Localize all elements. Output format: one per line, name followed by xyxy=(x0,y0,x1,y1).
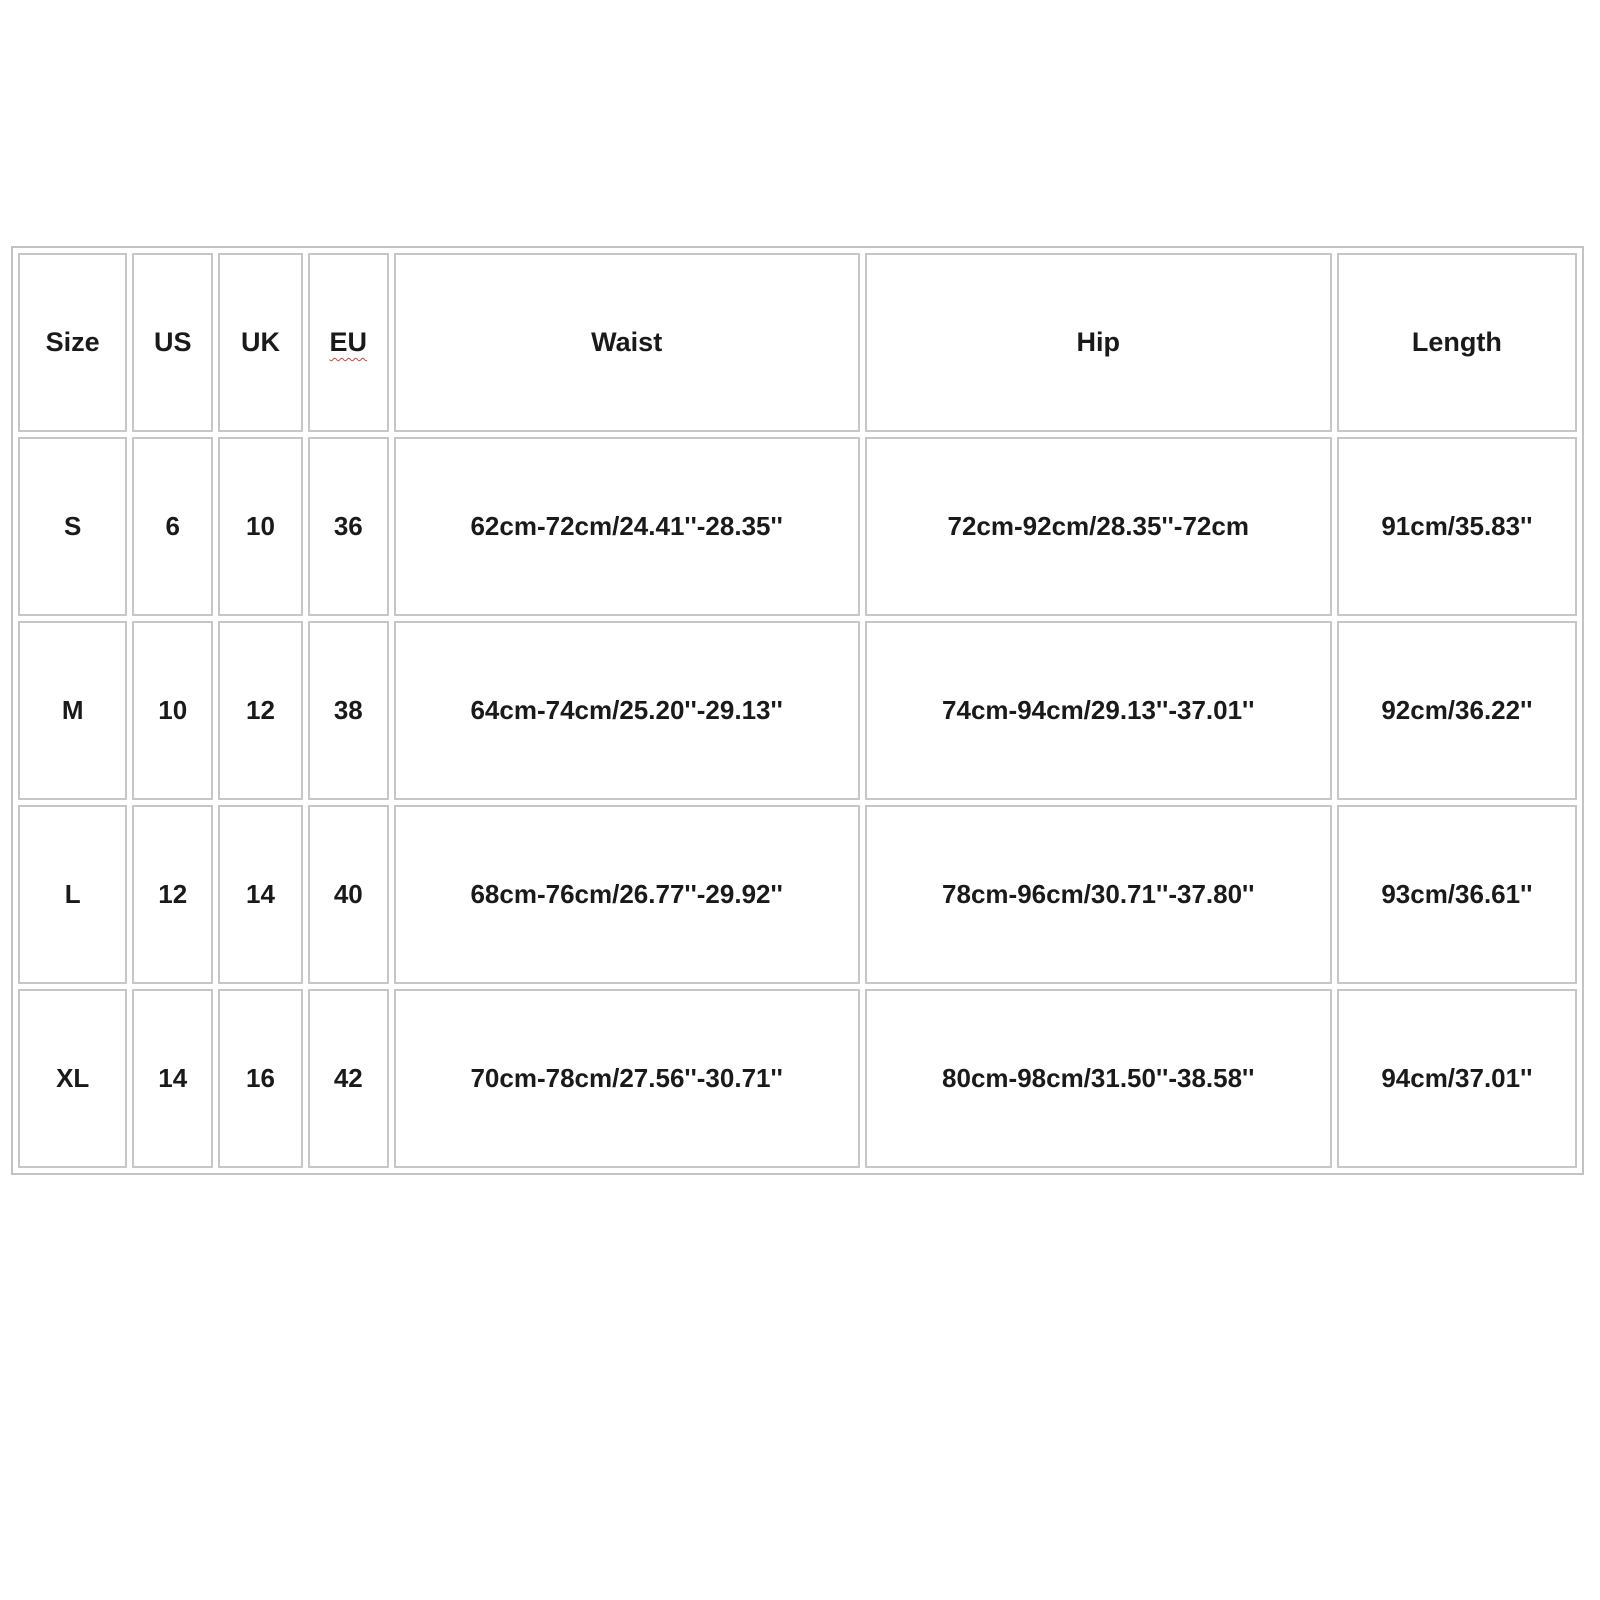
table-header-row xyxy=(18,253,1577,432)
table-row xyxy=(18,621,1577,800)
cell-length: 93cm/36.61'' xyxy=(1337,805,1577,984)
size-chart-table xyxy=(11,246,1584,1175)
cell-size: L xyxy=(18,805,127,984)
cell-eu: 36 xyxy=(308,437,389,616)
header-uk: UK xyxy=(218,253,303,432)
cell-eu: 42 xyxy=(308,989,389,1168)
cell-size: M xyxy=(18,621,127,800)
cell-waist: 62cm-72cm/24.41''-28.35'' xyxy=(394,437,860,616)
cell-length: 91cm/35.83'' xyxy=(1337,437,1577,616)
cell-hip: 78cm-96cm/30.71''-37.80'' xyxy=(865,805,1332,984)
cell-length: 92cm/36.22'' xyxy=(1337,621,1577,800)
cell-us: 10 xyxy=(132,621,213,800)
cell-size: S xyxy=(18,437,127,616)
cell-uk: 16 xyxy=(218,989,303,1168)
cell-eu: 38 xyxy=(308,621,389,800)
header-eu xyxy=(308,253,389,432)
header-waist: Waist xyxy=(394,253,860,432)
cell-hip: 80cm-98cm/31.50''-38.58'' xyxy=(865,989,1332,1168)
cell-uk: 10 xyxy=(218,437,303,616)
cell-size: XL xyxy=(18,989,127,1168)
header-length: Length xyxy=(1337,253,1577,432)
cell-length: 94cm/37.01'' xyxy=(1337,989,1577,1168)
table-row xyxy=(18,989,1577,1168)
table-row xyxy=(18,437,1577,616)
cell-us: 14 xyxy=(132,989,213,1168)
header-hip: Hip xyxy=(865,253,1332,432)
header-us: US xyxy=(132,253,213,432)
cell-waist: 68cm-76cm/26.77''-29.92'' xyxy=(394,805,860,984)
header-eu-label: EU xyxy=(329,327,368,357)
cell-us: 12 xyxy=(132,805,213,984)
cell-uk: 14 xyxy=(218,805,303,984)
size-chart xyxy=(13,248,1582,1173)
header-size: Size xyxy=(18,253,127,432)
cell-uk: 12 xyxy=(218,621,303,800)
cell-waist: 64cm-74cm/25.20''-29.13'' xyxy=(394,621,860,800)
cell-hip: 72cm-92cm/28.35''-72cm xyxy=(865,437,1332,616)
table-row xyxy=(18,805,1577,984)
cell-us: 6 xyxy=(132,437,213,616)
cell-waist: 70cm-78cm/27.56''-30.71'' xyxy=(394,989,860,1168)
cell-eu: 40 xyxy=(308,805,389,984)
cell-hip: 74cm-94cm/29.13''-37.01'' xyxy=(865,621,1332,800)
